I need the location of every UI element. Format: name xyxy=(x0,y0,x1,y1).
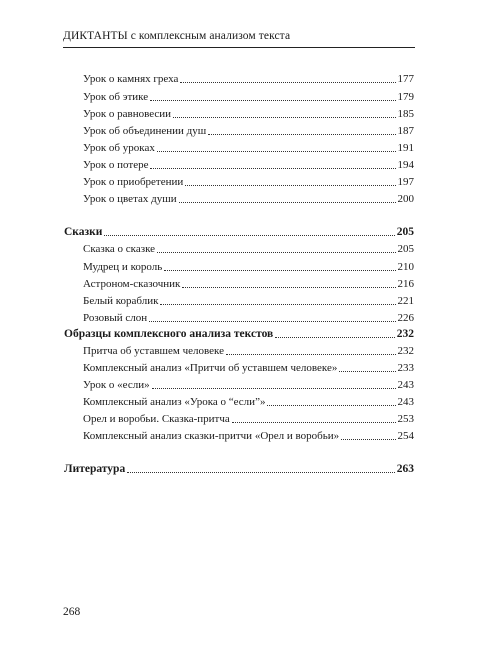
toc-entry-title: Розовый слон xyxy=(83,312,148,324)
dot-leader xyxy=(127,472,395,473)
dot-leader xyxy=(341,439,395,440)
dot-leader xyxy=(164,270,395,271)
running-head: ДИКТАНТЫ с комплексным анализом текста xyxy=(63,30,291,42)
toc-entry xyxy=(83,260,414,274)
dot-leader xyxy=(179,202,396,203)
toc-entry-page: 254 xyxy=(397,430,414,442)
toc-entry-title: Комплексный анализ «Урока о “если”» xyxy=(83,396,266,408)
toc-entry-page: 216 xyxy=(397,278,414,290)
toc-entry-title: Урок о равновесии xyxy=(83,108,172,120)
toc-entry-page: 263 xyxy=(396,463,414,475)
toc-entry-title: Урок о приобретении xyxy=(83,176,184,188)
dot-leader xyxy=(226,354,396,355)
toc-section-heading xyxy=(64,462,414,476)
toc-entry xyxy=(83,242,414,256)
toc-entry xyxy=(83,344,414,358)
dot-leader xyxy=(339,371,395,372)
toc-entry-page: 233 xyxy=(397,362,414,374)
toc-entry-page: 232 xyxy=(396,328,414,340)
toc-entry xyxy=(83,277,414,291)
toc-entry xyxy=(83,429,414,443)
toc-entry-page: 197 xyxy=(397,176,414,188)
dot-leader xyxy=(150,168,395,169)
toc-entry-title: Комплексный анализ сказки-притчи «Орел и воробьи» xyxy=(83,430,340,442)
toc-entry-page: 205 xyxy=(396,226,414,238)
toc-entry-page: 253 xyxy=(397,413,414,425)
toc-entry-page: 177 xyxy=(397,73,414,85)
toc-section-heading xyxy=(64,327,414,341)
dot-leader xyxy=(160,304,395,305)
toc-entry-title: Комплексный анализ «Притчи об уставшем человеке» xyxy=(83,362,338,374)
toc-entry-page: 243 xyxy=(397,396,414,408)
toc-entry-title: Сказки xyxy=(64,226,103,238)
dot-leader xyxy=(149,321,395,322)
toc-entry-page: 205 xyxy=(397,243,414,255)
dot-leader xyxy=(267,405,395,406)
toc-section-heading xyxy=(64,225,414,239)
toc-entry-title: Образцы комплексного анализа текстов xyxy=(64,328,274,340)
toc-entry xyxy=(83,192,414,206)
toc-entry-title: Урок об объединении душ xyxy=(83,125,207,137)
toc-entry xyxy=(83,72,414,86)
toc-entry-title: Урок о потере xyxy=(83,159,149,171)
toc-entry xyxy=(83,107,414,121)
toc-entry xyxy=(83,141,414,155)
dot-leader xyxy=(157,252,395,253)
toc-entry xyxy=(83,361,414,375)
toc-entry xyxy=(83,124,414,138)
toc-entry xyxy=(83,294,414,308)
toc-entry xyxy=(83,90,414,104)
toc-entry-title: Белый кораблик xyxy=(83,295,159,307)
toc-entry-title: Литература xyxy=(64,463,126,475)
page-number: 268 xyxy=(63,606,81,618)
toc-entry-title: Притча об уставшем человеке xyxy=(83,345,224,357)
toc-entry-title: Урок о камнях греха xyxy=(83,73,179,85)
dot-leader xyxy=(104,235,394,236)
toc-entry-page: 179 xyxy=(397,91,414,103)
dot-leader xyxy=(180,82,395,83)
dot-leader xyxy=(150,100,395,101)
toc-entry-title: Орел и воробьи. Сказка-притча xyxy=(83,413,230,425)
toc-entry-title: Мудрец и король xyxy=(83,261,163,273)
toc-entry-page: 185 xyxy=(397,108,414,120)
toc-entry-title: Урок о цветах души xyxy=(83,193,177,205)
dot-leader xyxy=(232,422,396,423)
toc-entry-page: 210 xyxy=(397,261,414,273)
toc-entry xyxy=(83,311,414,325)
toc-entry-title: Урок об этике xyxy=(83,91,149,103)
dot-leader xyxy=(173,117,395,118)
dot-leader xyxy=(275,337,394,338)
toc-entry-title: Урок о «если» xyxy=(83,379,150,391)
toc-entry-page: 194 xyxy=(397,159,414,171)
dot-leader xyxy=(208,134,395,135)
toc-entry xyxy=(83,175,414,189)
toc-entry-title: Урок об уроках xyxy=(83,142,155,154)
toc-entry-page: 232 xyxy=(397,345,414,357)
dot-leader xyxy=(157,151,396,152)
toc-entry-page: 200 xyxy=(397,193,414,205)
toc-entry-title: Сказка о сказке xyxy=(83,243,156,255)
toc-entry-title: Астроном-сказочник xyxy=(83,278,181,290)
header-rule xyxy=(63,47,415,48)
toc-entry xyxy=(83,158,414,172)
dot-leader xyxy=(185,185,395,186)
toc-entry-page: 187 xyxy=(397,125,414,137)
toc-entry-page: 226 xyxy=(397,312,414,324)
toc-entry-page: 243 xyxy=(397,379,414,391)
toc-entry xyxy=(83,395,414,409)
dot-leader xyxy=(152,388,396,389)
toc-entry-page: 191 xyxy=(397,142,414,154)
toc-entry xyxy=(83,412,414,426)
dot-leader xyxy=(182,287,395,288)
toc-entry xyxy=(83,378,414,392)
toc-entry-page: 221 xyxy=(397,295,414,307)
